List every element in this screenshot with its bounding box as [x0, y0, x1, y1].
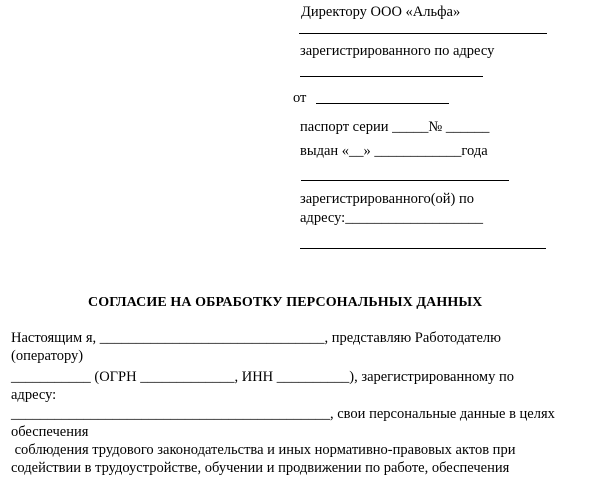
issued-line: выдан «__» ____________года [300, 143, 488, 159]
body-line-3: ___________ (ОГРН _____________, ИНН __________), зарегистрированному по [11, 369, 514, 385]
addressee-underline [299, 33, 547, 34]
addressee-line: Директору ООО «Альфа» [301, 4, 461, 20]
body-line-6: обеспечения [11, 424, 89, 440]
registered-person-underline [300, 248, 546, 249]
body-line-5: ____________________________________________, свои персональные данные в целях [11, 406, 555, 422]
registered-at-label: зарегистрированного по адресу [300, 43, 495, 59]
from-underline [316, 103, 449, 104]
registered-person-line-1: зарегистрированного(ой) по [300, 191, 475, 207]
body-line-2: (оператору) [11, 348, 84, 364]
issued-extra-underline [301, 180, 509, 181]
body-line-8: содействии в трудоустройстве, обучении и продвижении по работе, обеспечения [11, 460, 510, 476]
from-label: от [293, 90, 307, 106]
document-title: СОГЛАСИЕ НА ОБРАБОТКУ ПЕРСОНАЛЬНЫХ ДАННЫХ [88, 295, 483, 310]
body-line-1: Настоящим я, _______________________________, представляю Работодателю [11, 330, 502, 346]
passport-line: паспорт серии _____№ ______ [300, 119, 490, 135]
registered-person-line-2: адресу:___________________ [300, 210, 483, 226]
registered-at-underline [300, 76, 483, 77]
body-line-7: соблюдения трудового законодательства и иных нормативно-правовых актов при [11, 442, 516, 458]
body-line-4: адресу: [11, 387, 57, 403]
